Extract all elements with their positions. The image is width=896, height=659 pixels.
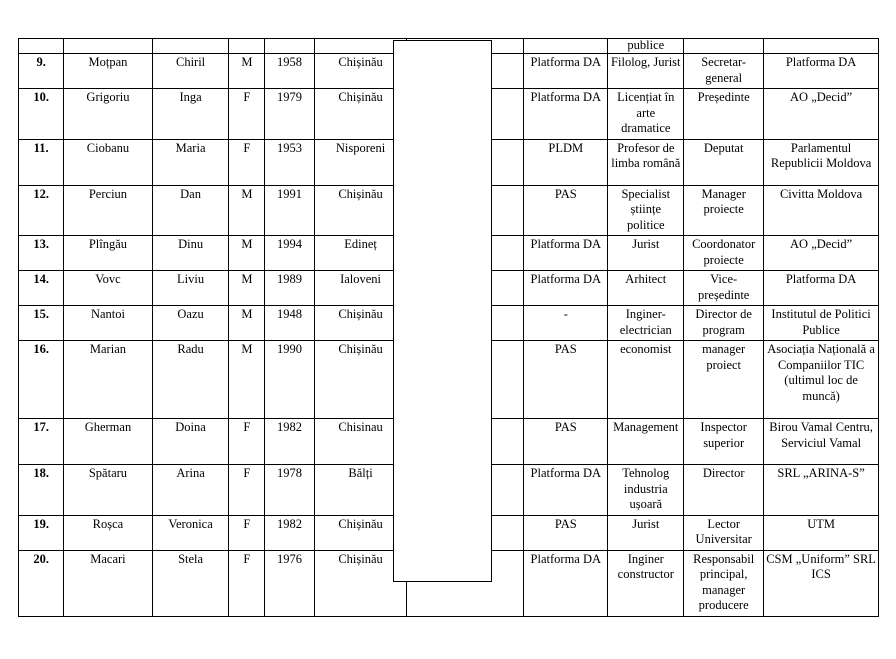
sex-cell: M (229, 341, 265, 419)
workplace-cell: Birou Vamal Centru, Serviciul Vamal (764, 419, 879, 465)
first-name-cell: Stela (152, 550, 229, 616)
birth-year-cell: 1958 (265, 54, 314, 89)
workplace-cell: Platforma DA (764, 271, 879, 306)
profession-cell: Specialist științe politice (608, 185, 684, 236)
first-name-cell: Dan (152, 185, 229, 236)
profession-cell: Filolog, Jurist (608, 54, 684, 89)
last-name-cell: Plîngău (64, 236, 152, 271)
workplace-cell (764, 39, 879, 54)
row-number-cell: 20. (19, 550, 64, 616)
profession-cell: Licențiat în arte dramatice (608, 89, 684, 140)
birth-year-cell: 1979 (265, 89, 314, 140)
birth-year-cell: 1994 (265, 236, 314, 271)
sex-cell: M (229, 236, 265, 271)
birth-year-cell: 1989 (265, 271, 314, 306)
workplace-cell: CSM „Uniform” SRL ICS (764, 550, 879, 616)
row-number-cell: 18. (19, 465, 64, 516)
position-cell: manager proiect (684, 341, 764, 419)
sex-cell (229, 39, 265, 54)
profession-cell: economist (608, 341, 684, 419)
sex-cell: F (229, 465, 265, 516)
party-cell: Platforma DA (524, 465, 608, 516)
birth-place-cell: Bălți (314, 465, 407, 516)
row-number-cell: 12. (19, 185, 64, 236)
position-cell: Director (684, 465, 764, 516)
workplace-cell: SRL „ARINA-S” (764, 465, 879, 516)
birth-place-cell: Nisporeni (314, 139, 407, 185)
position-cell: Vice-președinte (684, 271, 764, 306)
workplace-cell: Institutul de Politici Publice (764, 306, 879, 341)
row-number-cell: 15. (19, 306, 64, 341)
first-name-cell: Doina (152, 419, 229, 465)
first-name-cell: Dinu (152, 236, 229, 271)
last-name-cell: Perciun (64, 185, 152, 236)
profession-cell: Profesor de limba română (608, 139, 684, 185)
birth-year-cell: 1990 (265, 341, 314, 419)
last-name-cell: Ciobanu (64, 139, 152, 185)
first-name-cell: Arina (152, 465, 229, 516)
workplace-cell: AO „Decid” (764, 236, 879, 271)
birth-year-cell: 1978 (265, 465, 314, 516)
last-name-cell: Roșca (64, 515, 152, 550)
position-cell: Coordonator proiecte (684, 236, 764, 271)
first-name-cell: Radu (152, 341, 229, 419)
workplace-cell: Platforma DA (764, 54, 879, 89)
sex-cell: M (229, 271, 265, 306)
position-cell: Director de program (684, 306, 764, 341)
party-cell: - (524, 306, 608, 341)
sex-cell: M (229, 306, 265, 341)
position-cell: Președinte (684, 89, 764, 140)
birth-year-cell (265, 39, 314, 54)
row-number-cell: 16. (19, 341, 64, 419)
party-cell: PAS (524, 419, 608, 465)
party-cell: PAS (524, 341, 608, 419)
profession-cell: Jurist (608, 236, 684, 271)
party-cell: Platforma DA (524, 271, 608, 306)
profession-cell: Inginer-electrician (608, 306, 684, 341)
sex-cell: M (229, 185, 265, 236)
party-cell (524, 39, 608, 54)
birth-place-cell: Ialoveni (314, 271, 407, 306)
party-cell: PAS (524, 185, 608, 236)
profession-cell: Management (608, 419, 684, 465)
sex-cell: M (229, 54, 265, 89)
birth-year-cell: 1976 (265, 550, 314, 616)
last-name-cell: Grigoriu (64, 89, 152, 140)
row-number-cell: 13. (19, 236, 64, 271)
workplace-cell: Civitta Moldova (764, 185, 879, 236)
birth-place-cell: Chișinău (314, 341, 407, 419)
blank-column-box (393, 40, 492, 582)
workplace-cell: Parlamentul Republicii Moldova (764, 139, 879, 185)
first-name-cell: Chiril (152, 54, 229, 89)
party-cell: Platforma DA (524, 54, 608, 89)
birth-place-cell: Chișinău (314, 550, 407, 616)
profession-cell: Tehnolog industria ușoară (608, 465, 684, 516)
sex-cell: F (229, 515, 265, 550)
row-number-cell (19, 39, 64, 54)
birth-year-cell: 1948 (265, 306, 314, 341)
position-cell (684, 39, 764, 54)
party-cell: Platforma DA (524, 550, 608, 616)
profession-cell: Arhitect (608, 271, 684, 306)
sex-cell: F (229, 139, 265, 185)
row-number-cell: 17. (19, 419, 64, 465)
position-cell: Deputat (684, 139, 764, 185)
birth-year-cell: 1982 (265, 515, 314, 550)
last-name-cell: Macari (64, 550, 152, 616)
profession-cell: Jurist (608, 515, 684, 550)
profession-cell: publice (608, 39, 684, 54)
position-cell: Lector Universitar (684, 515, 764, 550)
last-name-cell: Nantoi (64, 306, 152, 341)
sex-cell: F (229, 89, 265, 140)
birth-place-cell: Chișinău (314, 185, 407, 236)
birth-year-cell: 1982 (265, 419, 314, 465)
position-cell: Manager proiecte (684, 185, 764, 236)
workplace-cell: Asociația Națională a Companiilor TIC (ultimul loc de muncă) (764, 341, 879, 419)
workplace-cell: AO „Decid” (764, 89, 879, 140)
sex-cell: F (229, 550, 265, 616)
first-name-cell: Veronica (152, 515, 229, 550)
birth-place-cell: Chisinau (314, 419, 407, 465)
party-cell: Platforma DA (524, 236, 608, 271)
row-number-cell: 9. (19, 54, 64, 89)
first-name-cell: Liviu (152, 271, 229, 306)
birth-year-cell: 1953 (265, 139, 314, 185)
row-number-cell: 11. (19, 139, 64, 185)
birth-place-cell: Edineț (314, 236, 407, 271)
last-name-cell: Vovc (64, 271, 152, 306)
workplace-cell: UTM (764, 515, 879, 550)
last-name-cell: Marian (64, 341, 152, 419)
birth-place-cell: Chișinău (314, 306, 407, 341)
party-cell: Platforma DA (524, 89, 608, 140)
row-number-cell: 14. (19, 271, 64, 306)
last-name-cell: Moțpan (64, 54, 152, 89)
party-cell: PLDM (524, 139, 608, 185)
first-name-cell: Inga (152, 89, 229, 140)
birth-place-cell: Chișinău (314, 54, 407, 89)
position-cell: Responsabil principal, manager producere (684, 550, 764, 616)
row-number-cell: 10. (19, 89, 64, 140)
row-number-cell: 19. (19, 515, 64, 550)
birth-place-cell: Chișinău (314, 515, 407, 550)
position-cell: Inspector superior (684, 419, 764, 465)
first-name-cell: Maria (152, 139, 229, 185)
first-name-cell: Oazu (152, 306, 229, 341)
first-name-cell (152, 39, 229, 54)
last-name-cell (64, 39, 152, 54)
last-name-cell: Spătaru (64, 465, 152, 516)
profession-cell: Inginer constructor (608, 550, 684, 616)
position-cell: Secretar-general (684, 54, 764, 89)
party-cell: PAS (524, 515, 608, 550)
birth-place-cell: Chișinău (314, 89, 407, 140)
last-name-cell: Gherman (64, 419, 152, 465)
birth-year-cell: 1991 (265, 185, 314, 236)
sex-cell: F (229, 419, 265, 465)
